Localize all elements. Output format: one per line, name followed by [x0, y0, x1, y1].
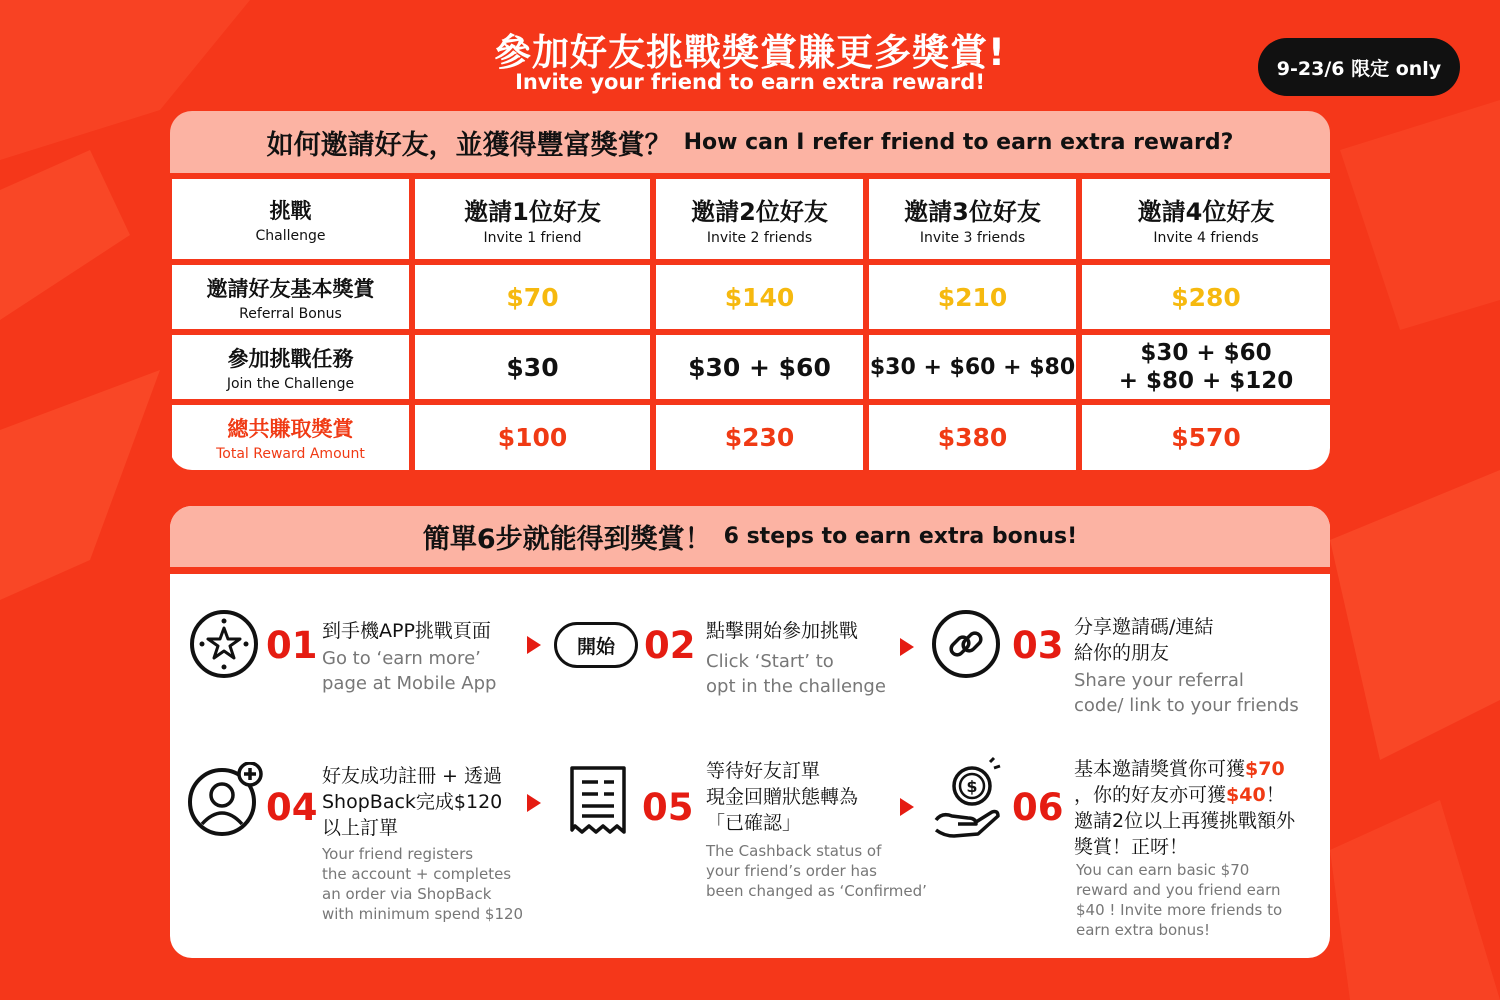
step-text-zh: ShopBack完成$120 [322, 791, 503, 813]
cell-value: $30 + $60 [1140, 340, 1272, 366]
link-icon [930, 608, 1002, 680]
step-text-zh: 「已確認」 [706, 812, 802, 834]
step-text-en: $40 ! Invite more friends to [1076, 901, 1283, 919]
steps-heading-zh: 簡單6步就能得到獎賞！ [422, 524, 712, 555]
coin-hand-icon [932, 756, 1002, 842]
row-label-zh: 總共賺取獎賞 [227, 417, 354, 441]
step-text-en: the account + completes [322, 865, 512, 883]
step-text-segment: ，你的好友亦可獲 [1074, 784, 1227, 806]
step-arrow-icon [900, 798, 914, 816]
cell-value: $140 [724, 282, 795, 312]
cell-value: $570 [1171, 423, 1241, 452]
step-text-zh: 好友成功註冊 + 透過 [322, 765, 502, 787]
step-text-zh: 以上訂單 [322, 817, 399, 839]
table-cell [415, 335, 650, 399]
step-text-en: opt in the challenge [706, 676, 886, 697]
step-text-zh: 獎賞！正呀！ [1074, 836, 1189, 858]
steps-heading [170, 506, 1330, 574]
column-header-zh: 挑戰 [269, 198, 312, 223]
page-subtitle: Invite your friend to earn extra reward! [515, 70, 985, 94]
column-header-challenge [172, 179, 409, 259]
column-header-zh: 邀請1位好友 [464, 198, 601, 226]
step-text-zh: 到手機APP挑戰頁面 [322, 620, 491, 642]
step-text-zh: 點擊開始參加挑戰 [706, 620, 859, 642]
step-text-en: page at Mobile App [322, 673, 497, 694]
step-text-en: earn extra bonus! [1076, 921, 1210, 939]
step-text-en: an order via ShopBack [322, 885, 492, 903]
column-header-zh: 邀請2位好友 [691, 198, 828, 226]
cell-value: $380 [937, 423, 1008, 452]
reward-table-heading-zh: 如何邀請好友，並獲得豐富獎賞？ [266, 129, 672, 161]
step-text-zh [1074, 782, 1285, 808]
step-number: 06 [1012, 786, 1064, 829]
step-text-segment: ！ [1265, 784, 1285, 806]
cell-value: $280 [1171, 282, 1241, 312]
column-header-4-friends [1082, 179, 1330, 259]
highlight-amount: $70 [1245, 758, 1285, 780]
table-cell [415, 405, 650, 470]
column-header-en: Challenge [255, 227, 326, 244]
step-text-en: code/ link to your friends [1074, 695, 1299, 716]
star-badge-icon [188, 608, 260, 680]
column-header-2-friends [656, 179, 863, 259]
cell-value: $30 + $60 [688, 352, 831, 382]
step-arrow-icon [527, 794, 541, 812]
cell-value: + $80 + $120 [1118, 368, 1294, 394]
start-button-icon [554, 622, 638, 668]
table-cell [869, 265, 1076, 329]
reward-table-heading-en: How can I refer friend to earn extra reward? [683, 129, 1234, 155]
table-cell [1082, 335, 1330, 399]
step-number: 04 [266, 786, 318, 829]
step-number: 02 [644, 624, 696, 667]
page-title: 參加好友挑戰獎賞賺更多獎賞! [494, 31, 1006, 74]
step-text-en: your friend’s order has [706, 862, 877, 880]
row-label-zh: 參加挑戰任務 [227, 346, 354, 371]
step-text-en: The Cashback status of [706, 842, 882, 860]
start-label: 開始 [576, 635, 615, 658]
row-label-referral-bonus [172, 265, 409, 329]
column-header-en: Invite 2 friends [706, 230, 813, 246]
step-text-zh: 現金回贈狀態轉為 [706, 786, 859, 808]
step-text-en: been changed as ‘Confirmed’ [706, 882, 927, 900]
column-header-zh: 邀請3位好友 [904, 198, 1041, 226]
row-label-total-reward [172, 405, 409, 470]
row-label-zh: 邀請好友基本獎賞 [206, 276, 375, 301]
step-arrow-icon [527, 636, 541, 654]
step-number: 05 [642, 786, 694, 829]
row-label-join-challenge [172, 335, 409, 399]
svg-text:$: $ [966, 777, 978, 796]
cell-value: $30 + $60 + $80 [869, 354, 1076, 380]
reward-table-heading [170, 111, 1330, 173]
add-user-icon [188, 762, 264, 838]
column-header-zh: 邀請4位好友 [1137, 198, 1275, 226]
cell-value: $230 [724, 423, 795, 452]
table-cell [869, 335, 1076, 399]
step-text-en: Go to ‘earn more’ [322, 648, 481, 669]
table-cell [869, 405, 1076, 470]
step-text-zh: 邀請2位以上再獲挑戰額外 [1074, 810, 1296, 832]
table-cell [656, 335, 863, 399]
reward-table-panel [170, 111, 1330, 470]
table-cell [656, 265, 863, 329]
table-cell [415, 265, 650, 329]
step-text-en: Your friend registers [322, 845, 474, 863]
column-header-en: Invite 4 friends [1153, 230, 1259, 246]
step-text-zh [1074, 756, 1285, 782]
table-cell [656, 405, 863, 470]
row-label-en: Total Reward Amount [216, 446, 365, 462]
step-text-segment: 基本邀請獎賞你可獲 [1074, 758, 1246, 780]
table-cell [1082, 265, 1330, 329]
steps-panel [170, 506, 1330, 958]
cell-value: $70 [506, 282, 559, 312]
step-text-zh: 分享邀請碼/連結 [1074, 616, 1214, 638]
highlight-amount: $40 [1226, 784, 1266, 806]
step-number: 03 [1012, 624, 1064, 667]
table-cell [1082, 405, 1330, 470]
step-text-en: Click ‘Start’ to [706, 651, 834, 672]
steps-heading-en: 6 steps to earn extra bonus! [723, 524, 1078, 549]
cell-value: $210 [937, 282, 1008, 312]
column-header-en: Invite 3 friends [919, 230, 1026, 246]
step-number: 01 [266, 624, 318, 667]
date-badge: 9-23/6 限定 only [1258, 38, 1460, 96]
cell-value: $100 [497, 423, 568, 452]
row-label-en: Referral Bonus [239, 305, 342, 322]
step-text-en: reward and you friend earn [1076, 881, 1281, 899]
step-text-zh: 給你的朋友 [1074, 642, 1170, 664]
cell-value: $30 [506, 352, 559, 382]
step-text-en: with minimum spend $120 [322, 905, 524, 923]
row-label-en: Join the Challenge [226, 375, 355, 392]
step-text-zh: 等待好友訂單 [706, 760, 821, 782]
step-text-en: Share your referral [1074, 670, 1244, 691]
receipt-icon [568, 764, 628, 840]
step-text-en: You can earn basic $70 [1076, 861, 1250, 879]
column-header-1-friend [415, 179, 650, 259]
column-header-3-friends [869, 179, 1076, 259]
column-header-en: Invite 1 friend [483, 230, 582, 246]
step-arrow-icon [900, 638, 914, 656]
